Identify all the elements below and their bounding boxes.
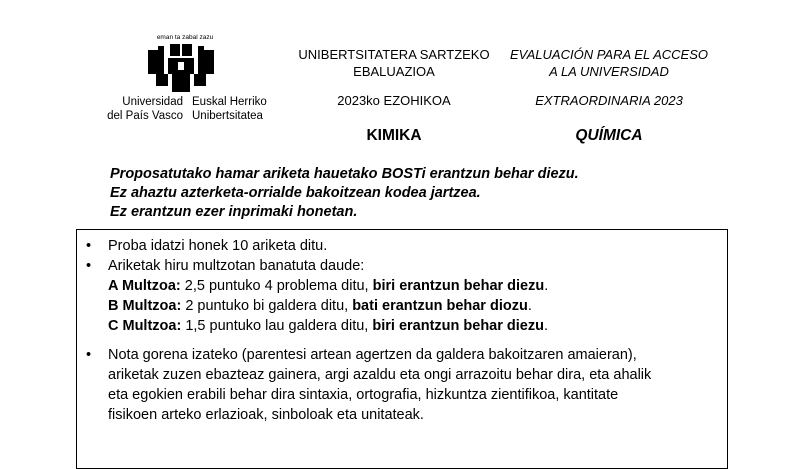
instruction-line: Proposatutako hamar ariketa hauetako BOSTi erantzun behar diezu. (110, 166, 579, 182)
exam-instructions (110, 165, 710, 222)
upv-ehu-logo-icon (148, 44, 214, 92)
block-c: C Multzoa: 1,5 puntuko lau galdera ditu, biri erantzun behar diezu. (108, 318, 548, 334)
rule-item: • Nota gorena izateko (parentesi artean agertzen da galdera bakoitzaren amaieran), ariketak zuzen ebazteaz gainera, argi azaldu eta ongi arrazoitu behar dira, eta ahalik eta egokien erabili behar dira sintaxia, ortografia, hizkuntza zientifikoa, kantitate fisikoen arteko erlazioak, sinboloak eta unitateak. (86, 347, 652, 423)
bullet-icon: • (86, 347, 92, 363)
header-eu-session: 2023ko EZOHIKOA (337, 93, 451, 108)
university-name-eu: Euskal Herriko Unibertsitatea (192, 96, 267, 122)
header-eu-subject: KIMIKA (366, 127, 422, 144)
header-es-session: EXTRAORDINARIA 2023 (535, 93, 683, 108)
bullet-icon: • (86, 238, 92, 254)
rule-item: • Proba idatzi honek 10 ariketa ditu. (86, 238, 328, 254)
block-b: B Multzoa: 2 puntuko bi galdera ditu, bati erantzun behar diozu. (108, 298, 532, 314)
header-es-title: EVALUACIÓN PARA EL ACCESO A LA UNIVERSIDAD (510, 47, 708, 79)
rules-list (84, 236, 704, 425)
instruction-line: Ez ahaztu azterketa-orrialde bakoitzean kodea jartzea. (110, 185, 481, 201)
bullet-icon: • (86, 258, 92, 274)
logo-tagline: eman ta zabal zazu (156, 34, 214, 41)
header-eu-title: UNIBERTSITATERA SARTZEKO EBALUAZIOA (298, 47, 490, 79)
university-name-es: Universidad del País Vasco (107, 96, 183, 122)
rule-item: • Ariketak hiru multzotan banatuta daude: (86, 258, 365, 274)
block-a: A Multzoa: 2,5 puntuko 4 problema ditu, biri erantzun behar diezu. (108, 278, 549, 294)
header-es-subject: QUÍMICA (575, 127, 643, 144)
instruction-line: Ez erantzun ezer inprimaki honetan. (110, 204, 358, 220)
